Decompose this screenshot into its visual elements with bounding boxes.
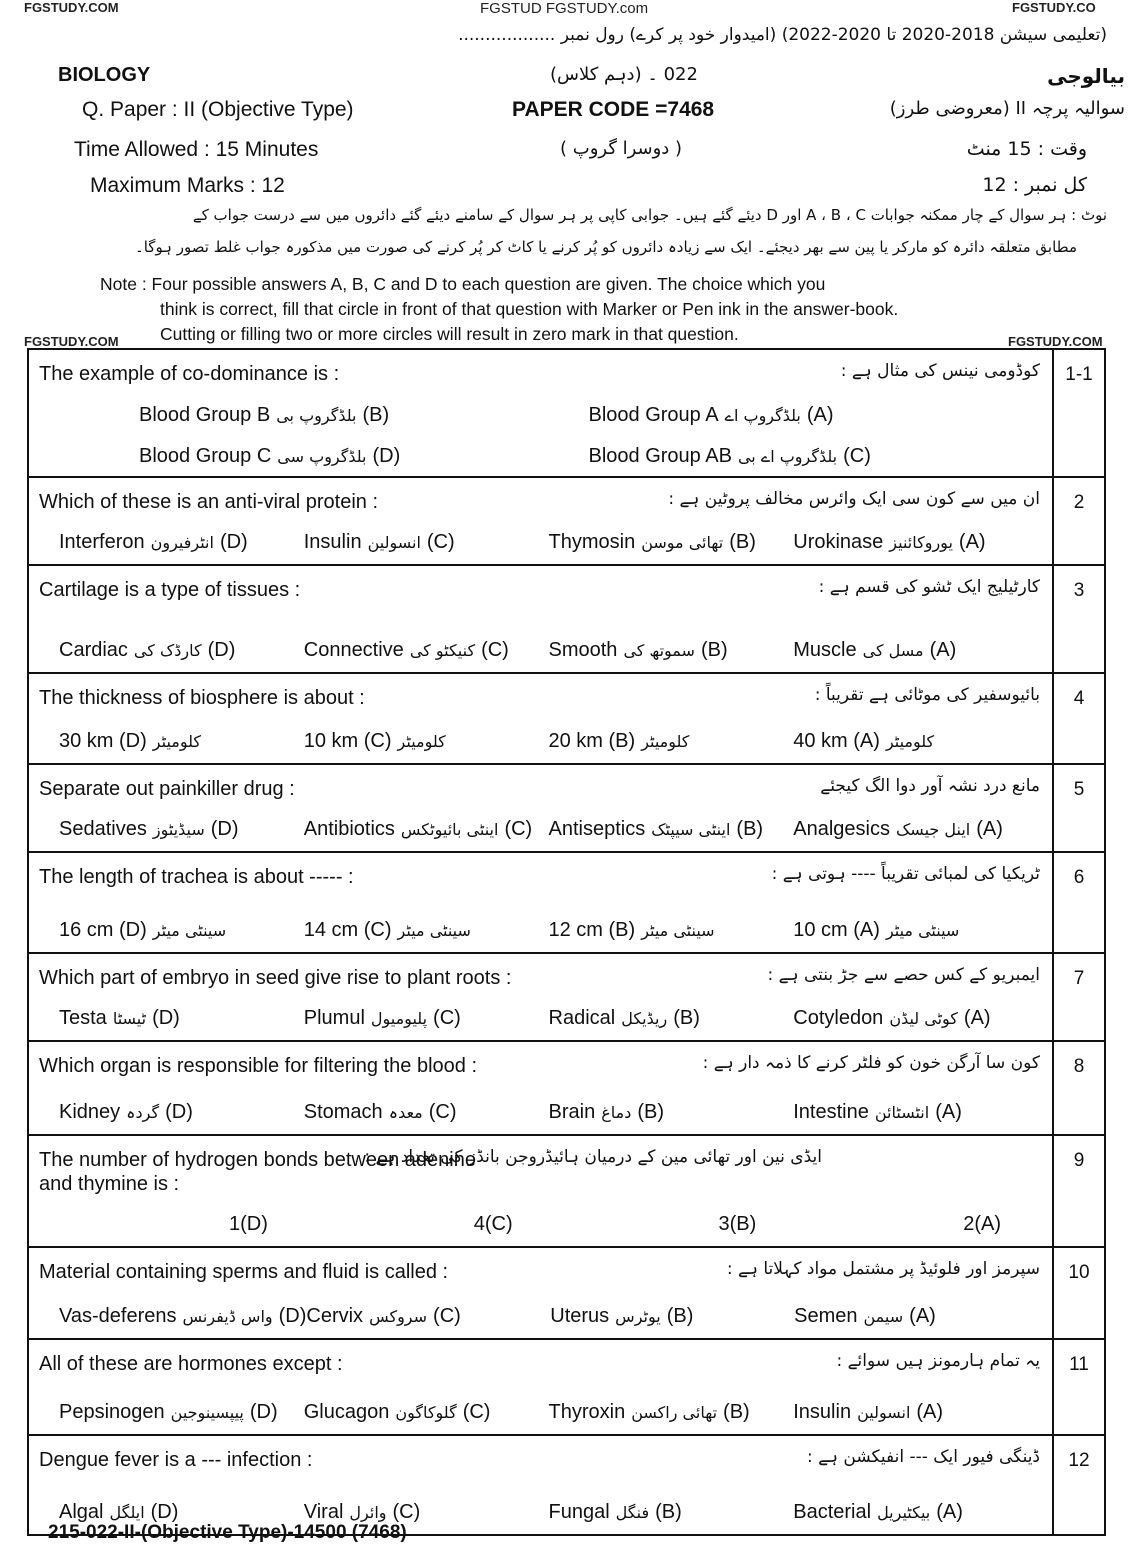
- option-text-urdu: سروکس: [369, 1307, 428, 1326]
- question-text: All of these are hormones except :: [39, 1353, 343, 1375]
- answer-option[interactable]: [59, 818, 304, 841]
- question-row: [29, 478, 1104, 566]
- option-text-urdu: ایلگل: [109, 1503, 145, 1522]
- option-text: 16 cm (D): [59, 919, 147, 941]
- option-text: Blood Group B: [139, 404, 271, 426]
- question-text-urdu: ایمبریو کے کس حصے سے جڑ بنتی ہے :: [767, 965, 1040, 985]
- question-row: [29, 1436, 1104, 1536]
- answer-option[interactable]: [304, 919, 549, 942]
- option-key: (D): [372, 445, 401, 467]
- question-row: [29, 1248, 1104, 1340]
- question-body: [29, 1436, 1052, 1534]
- option-text-urdu: اینٹی بائیوٹکس: [400, 820, 499, 839]
- option-key: (C): [428, 1101, 457, 1123]
- question-text-urdu: کوڈومی نینس کی مثال ہے :: [840, 361, 1040, 381]
- question-text: Which of these is an anti-viral protein :: [39, 491, 379, 513]
- option-key: (B): [723, 1401, 750, 1423]
- paper-title-urdu: سوالیہ پرچہ II (معروضی طرز): [889, 98, 1125, 119]
- paper-title: Q. Paper : II (Objective Type): [82, 98, 354, 121]
- option-key: (C): [481, 639, 509, 661]
- option-text-urdu: کلومیٹر: [885, 732, 935, 751]
- question-text-urdu: ان میں سے کون سی ایک وائرس مخالف پروٹین ہے :: [668, 489, 1040, 509]
- options-row: [29, 1213, 1052, 1236]
- option-text: Radical: [548, 1007, 616, 1029]
- roll-number-line: (تعلیمی سیشن 2018-2020 تا 2020-2022) (امیدوار خود پر کرے) رول نمبر ..................: [458, 25, 1107, 45]
- question-text-urdu: ٹریکیا کی لمبائی تقریباً ---- ہوتی ہے :: [771, 864, 1040, 884]
- option-text-urdu: واس ڈیفرنس: [182, 1307, 273, 1326]
- question-number: 4: [1052, 674, 1104, 763]
- question-number: 5: [1052, 765, 1104, 851]
- options-row: [29, 1501, 1052, 1524]
- question-text-urdu: ڈینگی فیور ایک --- انفیکشن ہے :: [806, 1447, 1040, 1467]
- option-text-urdu: گلوکاگون: [395, 1403, 457, 1422]
- answer-option[interactable]: [549, 1401, 794, 1424]
- option-key: (B): [673, 1007, 700, 1029]
- time-allowed-urdu: وقت : 15 منٹ: [966, 138, 1087, 160]
- maximum-marks: Maximum Marks : 12: [90, 174, 285, 197]
- subject-title: BIOLOGY: [58, 64, 151, 86]
- option-text-urdu: گردہ: [126, 1103, 160, 1122]
- option-key: (D): [219, 531, 248, 553]
- watermark: FGSTUDY.CO: [1012, 0, 1096, 15]
- option-text-urdu: وائرل: [349, 1503, 387, 1522]
- option-key: (C): [484, 1213, 513, 1235]
- note-english: Note : Four possible answers A, B, C and D to each question are given. The choice which you: [100, 274, 826, 294]
- options-row: [29, 1305, 1052, 1328]
- option-key: (A): [974, 1213, 1002, 1235]
- options-row: [29, 1101, 1052, 1124]
- question-body: [29, 674, 1052, 763]
- option-text: 10 cm (A): [793, 919, 880, 941]
- options-row: [29, 730, 1052, 753]
- question-body: [29, 1248, 1052, 1338]
- option-key: (B): [655, 1501, 682, 1523]
- option-text: 10 km (C): [303, 730, 392, 752]
- question-body: [29, 1136, 1052, 1246]
- question-text-urdu: سپرمز اور فلوئیڈ پر مشتمل مواد کہلاتا ہے :: [726, 1259, 1040, 1279]
- option-key: (B): [729, 531, 756, 553]
- answer-option[interactable]: [59, 919, 304, 942]
- question-body: [29, 350, 1052, 476]
- answer-option[interactable]: [59, 1401, 304, 1424]
- option-text-urdu: کلومیٹر: [152, 732, 202, 751]
- question-text: Cartilage is a type of tissues :: [39, 579, 301, 601]
- option-text-urdu: سموتھ کی: [623, 641, 695, 660]
- option-text: Thymosin: [548, 531, 636, 553]
- watermark: FGSTUDY.COM: [24, 334, 119, 349]
- answer-option[interactable]: [589, 445, 1039, 468]
- option-text: 4: [473, 1213, 485, 1235]
- option-key: (A): [935, 1101, 962, 1123]
- answer-option[interactable]: [793, 1501, 1038, 1524]
- option-text-urdu: ریڈیکل: [621, 1009, 668, 1028]
- question-number: 7: [1052, 954, 1104, 1040]
- options-row: [29, 818, 1052, 841]
- option-text: Smooth: [548, 639, 618, 661]
- question-text-urdu: مانع درد نشہ آور دوا الگ کیجئے: [820, 776, 1040, 796]
- option-key: (A): [958, 531, 986, 553]
- option-key: (A): [976, 818, 1003, 840]
- answer-option[interactable]: [549, 639, 794, 662]
- question-number: 9: [1052, 1136, 1104, 1246]
- option-key: (D): [165, 1101, 193, 1123]
- question-body: [29, 1042, 1052, 1134]
- answer-option[interactable]: [794, 1305, 1038, 1328]
- answer-option[interactable]: [589, 404, 1039, 427]
- question-number: 11: [1052, 1340, 1104, 1434]
- options-row: [29, 531, 1052, 554]
- option-key: (B): [362, 404, 390, 426]
- option-key: (C): [433, 1305, 461, 1327]
- watermark: FGSTUD FGSTUDY.com: [480, 0, 649, 17]
- note-english: Cutting or filling two or more circles will result in zero mark in that question.: [160, 324, 739, 344]
- answer-option[interactable]: [59, 639, 304, 662]
- option-key: (B): [637, 1101, 664, 1123]
- option-key: (D): [207, 639, 236, 661]
- answer-option[interactable]: [139, 445, 589, 468]
- option-text-urdu: بلڈگروپ اے: [724, 406, 801, 425]
- option-text: Muscle: [793, 639, 857, 661]
- option-text: 14 cm (C): [303, 919, 392, 941]
- option-key: (C): [504, 818, 533, 840]
- option-text: Antiseptics: [548, 818, 646, 840]
- option-text: Brain: [548, 1101, 596, 1123]
- option-text: 3: [718, 1213, 730, 1235]
- option-text: Vas-deferens: [59, 1305, 177, 1327]
- option-key: (D): [210, 818, 239, 840]
- option-key: (A): [929, 639, 957, 661]
- option-text-urdu: یوروکائنیز: [889, 533, 953, 552]
- option-text-urdu: سینٹی میٹر: [152, 921, 227, 940]
- question-row: [29, 1340, 1104, 1436]
- question-text: The number of hydrogen bonds between adenine and thymine is :: [39, 1149, 476, 1195]
- option-text-urdu: مسل کی: [862, 641, 924, 660]
- options-row: [29, 1007, 1052, 1030]
- question-row: [29, 853, 1104, 954]
- option-text-urdu: سیڈیٹوز: [152, 820, 205, 839]
- question-row: [29, 566, 1104, 674]
- question-row: [29, 765, 1104, 853]
- options-row: [29, 639, 1052, 662]
- question-body: [29, 853, 1052, 952]
- option-text: Testa: [59, 1007, 107, 1029]
- option-text-urdu: انٹسٹائن: [874, 1103, 930, 1122]
- option-key: (D): [249, 1401, 278, 1423]
- answer-option[interactable]: [59, 1213, 304, 1236]
- answer-option[interactable]: [549, 1501, 794, 1524]
- option-key: (D): [240, 1213, 268, 1235]
- option-text: Bacterial: [793, 1501, 872, 1523]
- option-text: 20 km (B): [548, 730, 636, 752]
- answer-option[interactable]: [549, 730, 794, 753]
- option-text-urdu: اینٹی سیپٹک: [651, 820, 731, 839]
- paper-code: PAPER CODE =7468: [512, 98, 715, 121]
- answer-option[interactable]: [793, 1401, 1038, 1424]
- answer-option[interactable]: [304, 1101, 549, 1124]
- question-number: 12: [1052, 1436, 1104, 1534]
- option-text-urdu: سیمن: [863, 1307, 904, 1326]
- option-text: Insulin: [303, 531, 362, 553]
- options-row: [29, 1401, 1052, 1424]
- option-text-urdu: معدہ: [388, 1103, 423, 1122]
- maximum-marks-urdu: کل نمبر : 12: [982, 174, 1087, 196]
- option-key: (A): [936, 1501, 963, 1523]
- option-text: 30 km (D): [59, 730, 147, 752]
- option-key: (C): [843, 445, 871, 467]
- option-text: Blood Group C: [139, 445, 272, 467]
- answer-option[interactable]: [793, 1101, 1038, 1124]
- answer-option[interactable]: [793, 1213, 1038, 1236]
- note-english: think is correct, fill that circle in front of that question with Marker or Pen ink in the answer-book.: [160, 299, 899, 319]
- question-text: Separate out painkiller drug :: [39, 778, 295, 800]
- question-text: Dengue fever is a --- infection :: [39, 1449, 313, 1471]
- option-text-urdu: سینٹی میٹر: [885, 921, 960, 940]
- answer-option[interactable]: [549, 531, 794, 554]
- option-text-urdu: کنیکٹو کی: [409, 641, 476, 660]
- option-text: Cardiac: [59, 639, 128, 661]
- option-text-urdu: سینٹی میٹر: [397, 921, 471, 940]
- option-text-urdu: سینٹی میٹر: [641, 921, 715, 940]
- question-text-urdu: کون سا آرگن خون کو فلٹر کرنے کا ذمہ دار ہے :: [702, 1053, 1040, 1073]
- answer-option[interactable]: [549, 919, 794, 942]
- answer-option[interactable]: [793, 639, 1038, 662]
- question-row: [29, 1136, 1104, 1248]
- answer-option[interactable]: [304, 818, 549, 841]
- option-key: (A): [909, 1305, 936, 1327]
- option-text: Analgesics: [793, 818, 890, 840]
- option-text-urdu: انسولین: [367, 533, 421, 552]
- question-text-urdu: یہ تمام ہارمونز ہیں سوائے :: [836, 1351, 1040, 1371]
- answer-option[interactable]: [793, 919, 1038, 942]
- option-text-urdu: انسولین: [857, 1403, 911, 1422]
- watermark: FGSTUDY.COM: [24, 0, 119, 15]
- subject-title-urdu: بیالوجی: [1047, 64, 1125, 88]
- class-code: 022 ۔ (دہم کلاس): [550, 64, 698, 85]
- answer-option[interactable]: [59, 730, 304, 753]
- option-text-urdu: پیپسینوجین: [170, 1403, 244, 1422]
- question-number: 2: [1052, 478, 1104, 564]
- answer-option[interactable]: [304, 531, 549, 554]
- option-text: 2: [963, 1213, 975, 1235]
- option-text: Cervix: [306, 1305, 364, 1327]
- option-text-urdu: بیکٹیریل: [877, 1503, 931, 1522]
- option-text-urdu: بلڈگروپ اے بی: [737, 447, 838, 466]
- option-text-urdu: دماغ: [601, 1103, 632, 1122]
- question-number: 10: [1052, 1248, 1104, 1338]
- option-text: Intestine: [793, 1101, 869, 1123]
- option-text: Blood Group AB: [588, 445, 732, 467]
- question-text: The thickness of biosphere is about :: [39, 687, 365, 709]
- option-text: 40 km (A): [793, 730, 880, 752]
- option-key: (B): [729, 1213, 757, 1235]
- question-row: [29, 1042, 1104, 1136]
- option-text: Antibiotics: [303, 818, 395, 840]
- note-urdu: نوٹ : ہر سوال کے چار ممکنہ جوابات A ، B ، C اور D دیئے گئے ہیں۔ جوابی کاپی پر ہر سوال کے سامنے دیئے گئے دائروں میں سے درست جواب کے: [192, 206, 1107, 224]
- question-text: The example of co-dominance is :: [39, 363, 340, 385]
- option-text: Connective: [303, 639, 404, 661]
- answer-option[interactable]: [304, 1501, 549, 1524]
- answer-option[interactable]: [793, 1007, 1038, 1030]
- option-text: Uterus: [550, 1305, 610, 1327]
- option-text: Insulin: [793, 1401, 852, 1423]
- question-row: [29, 954, 1104, 1042]
- option-text: Plumul: [303, 1007, 365, 1029]
- option-text: Algal: [59, 1501, 104, 1523]
- question-text: The length of trachea is about ----- :: [39, 866, 354, 888]
- answer-option[interactable]: [59, 1305, 306, 1328]
- option-text: Interferon: [59, 531, 145, 553]
- option-key: (C): [433, 1007, 461, 1029]
- paper-footer-code: 215-022-II-(Objective Type)-14500 (7468): [48, 1522, 407, 1543]
- option-text-urdu: تھائی موسن: [641, 533, 724, 552]
- option-text-urdu: کارڈک کی: [133, 641, 202, 660]
- question-text-urdu: ایڈی نین اور تھائی مین کے درمیان ہائیڈروجن بانڈز کی تعداد ہے :: [364, 1147, 822, 1167]
- question-row: [29, 674, 1104, 765]
- option-text: Kidney: [59, 1101, 121, 1123]
- option-text-urdu: کلومیٹر: [641, 732, 690, 751]
- watermark: FGSTUDY.COM: [1008, 334, 1103, 349]
- option-text: Thyroxin: [548, 1401, 626, 1423]
- question-row: [29, 350, 1104, 478]
- group-label: ( دوسرا گروپ ): [560, 138, 683, 159]
- option-key: (A): [806, 404, 834, 426]
- option-text: Viral: [303, 1501, 344, 1523]
- question-body: [29, 566, 1052, 672]
- option-text: Urokinase: [793, 531, 884, 553]
- options-row: [29, 919, 1052, 942]
- answer-option[interactable]: [549, 818, 794, 841]
- option-text: 12 cm (B): [548, 919, 636, 941]
- option-text-urdu: انٹرفیرون: [150, 533, 214, 552]
- answer-option[interactable]: [59, 531, 304, 554]
- question-body: [29, 954, 1052, 1040]
- option-text-urdu: اینل جیسک: [895, 820, 971, 839]
- option-key: (A): [916, 1401, 944, 1423]
- option-text-urdu: پلیومیول: [370, 1009, 428, 1028]
- answer-option[interactable]: [304, 730, 549, 753]
- option-text: Pepsinogen: [59, 1401, 165, 1423]
- option-text-urdu: بلڈگروپ بی: [276, 406, 357, 425]
- answer-option[interactable]: [59, 1501, 304, 1524]
- answer-option[interactable]: [549, 1101, 794, 1124]
- answer-option[interactable]: [139, 404, 589, 427]
- question-text: Which organ is responsible for filtering the blood :: [39, 1055, 478, 1077]
- question-text: Which part of embryo in seed give rise to plant roots :: [39, 967, 512, 989]
- option-text-urdu: فنگل: [615, 1503, 650, 1522]
- option-text: Blood Group A: [588, 404, 719, 426]
- answer-option[interactable]: [304, 1401, 549, 1424]
- question-body: [29, 1340, 1052, 1434]
- option-key: (C): [392, 1501, 421, 1523]
- answer-option[interactable]: [793, 531, 1038, 554]
- option-key: (D): [278, 1305, 307, 1327]
- question-body: [29, 765, 1052, 851]
- option-text: Stomach: [303, 1101, 383, 1123]
- option-key: (C): [462, 1401, 491, 1423]
- answer-option[interactable]: [549, 1213, 794, 1236]
- answer-option[interactable]: [304, 1007, 549, 1030]
- option-text: Glucagon: [303, 1401, 390, 1423]
- option-key: (D): [152, 1007, 180, 1029]
- option-text-urdu: یوٹرس: [615, 1307, 661, 1326]
- answer-option[interactable]: [793, 730, 1038, 753]
- question-number: 8: [1052, 1042, 1104, 1134]
- answer-option[interactable]: [306, 1305, 550, 1328]
- option-key: (B): [736, 818, 764, 840]
- option-key: (D): [150, 1501, 179, 1523]
- option-text: Sedatives: [59, 818, 147, 840]
- question-text-urdu: کارٹیلیج ایک ٹشو کی قسم ہے :: [818, 577, 1040, 597]
- question-body: [29, 478, 1052, 564]
- option-text: Cotyledon: [793, 1007, 884, 1029]
- option-key: (A): [963, 1007, 991, 1029]
- options-row: [29, 404, 1052, 468]
- question-text-urdu: بائیوسفیر کی موٹائی ہے تقریباً :: [814, 685, 1040, 705]
- answer-option[interactable]: [793, 818, 1038, 841]
- note-urdu: مطابق متعلقہ دائرہ کو مارکر یا پین سے بھر دیجئے۔ ایک سے زیادہ دائروں کو پُر کرنے یا کاٹ کر پُر کرنے کی صورت میں مذکورہ جواب غلط تصور ہوگا۔: [134, 238, 1077, 256]
- option-key: (B): [700, 639, 728, 661]
- answer-option[interactable]: [304, 639, 549, 662]
- answer-option[interactable]: [550, 1305, 794, 1328]
- option-text: Semen: [794, 1305, 858, 1327]
- option-key: (B): [666, 1305, 694, 1327]
- answer-option[interactable]: [59, 1007, 304, 1030]
- answer-option[interactable]: [549, 1007, 794, 1030]
- option-text: Fungal: [548, 1501, 610, 1523]
- option-text-urdu: بلڈگروپ سی: [277, 447, 367, 466]
- question-number: 3: [1052, 566, 1104, 672]
- option-text-urdu: کلومیٹر: [397, 732, 446, 751]
- option-text-urdu: کوٹی لیڈن: [889, 1009, 958, 1028]
- question-number: 6: [1052, 853, 1104, 952]
- option-text-urdu: تھائی راکسن: [631, 1403, 718, 1422]
- answer-option[interactable]: [304, 1213, 549, 1236]
- option-text-urdu: ٹیسٹا: [112, 1009, 147, 1028]
- questions-table: [27, 348, 1106, 1536]
- time-allowed: Time Allowed : 15 Minutes: [74, 138, 319, 161]
- question-number: 1-1: [1052, 350, 1104, 476]
- option-text: 1: [229, 1213, 241, 1235]
- option-key: (C): [426, 531, 455, 553]
- question-text: Material containing sperms and fluid is called :: [39, 1261, 449, 1283]
- answer-option[interactable]: [59, 1101, 304, 1124]
